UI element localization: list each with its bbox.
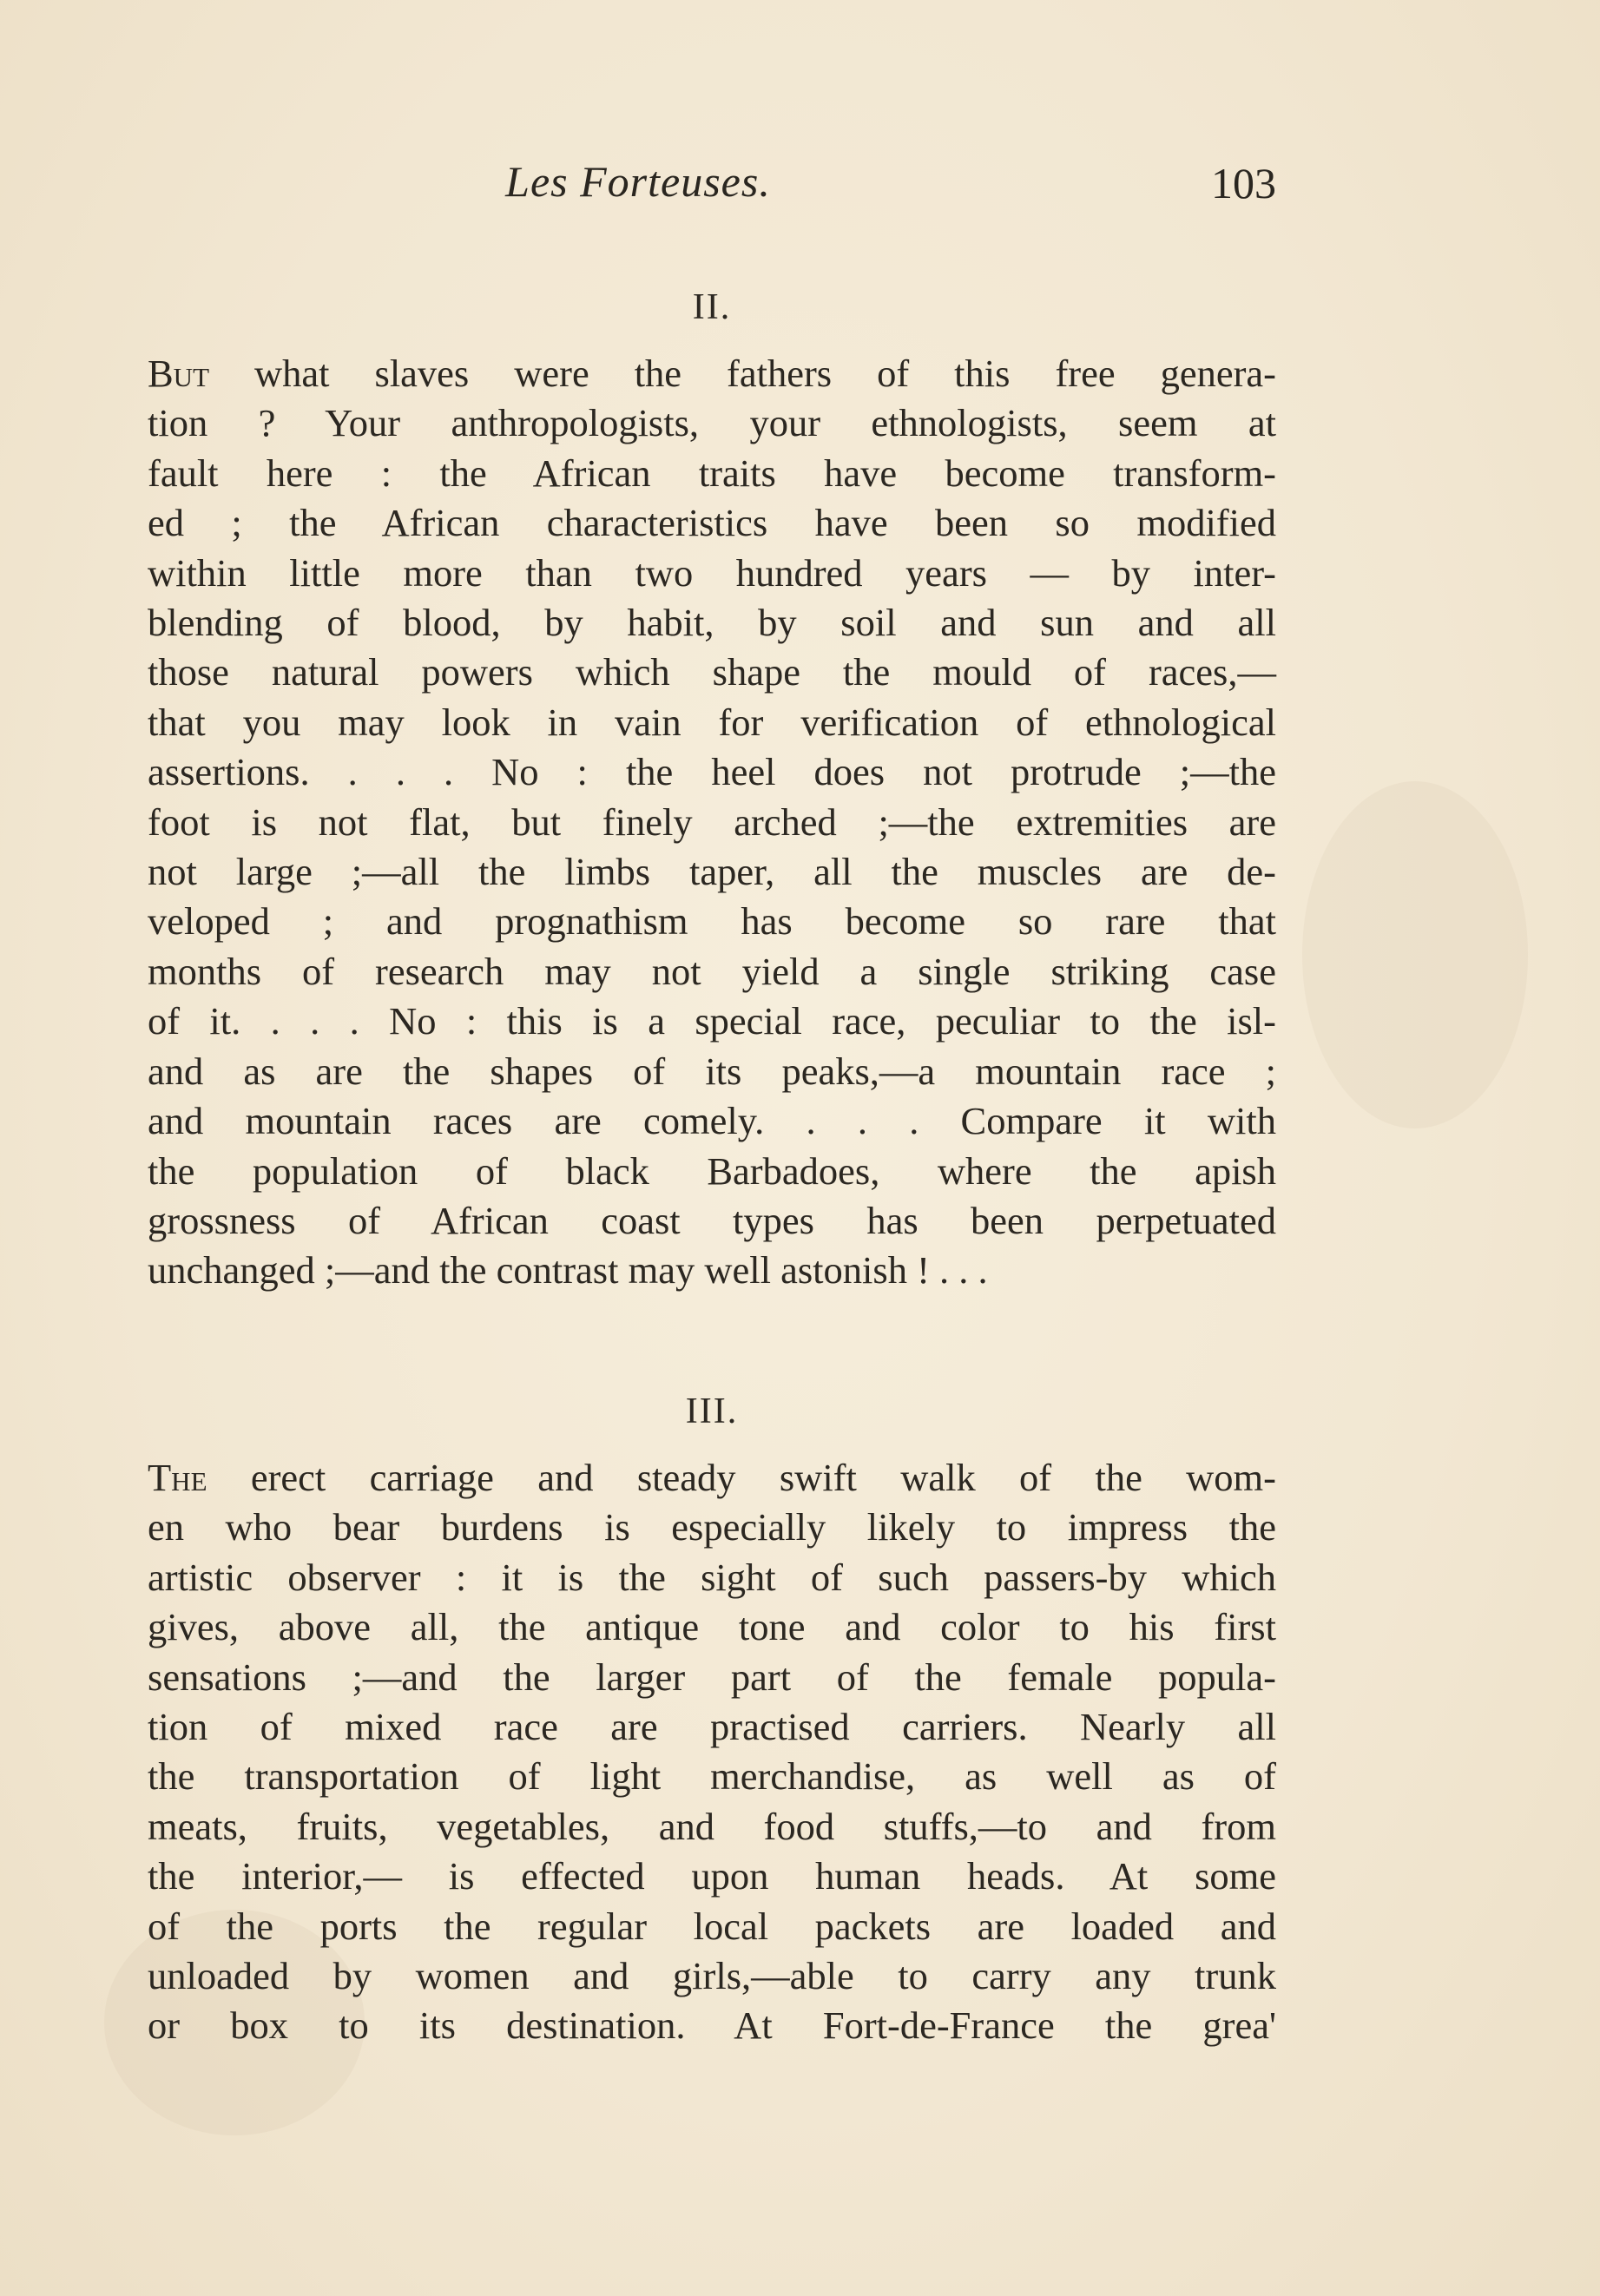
text-line: But what slaves were the fathers of this free genera- [148,352,1276,395]
text-line: the interior,— is effected upon human heads. At some [148,1854,1276,1898]
running-head [148,156,1276,217]
text-line: gives, above all, the antique tone and color to his first [148,1605,1276,1649]
paragraph-section-ii [148,349,1276,1296]
text-line: not large ;—all the limbs taper, all the muscles are de- [148,850,1276,894]
text-line: that you may look in vain for verification of ethnological [148,700,1276,744]
text-line: months of research may not yield a single striking case [148,949,1276,993]
text-line: blending of blood, by habit, by soil and sun and all [148,601,1276,645]
text-line: unchanged ;—and the contrast may well astonish ! . . . [148,1248,988,1293]
text-line: or box to its destination. At Fort-de-France the grea' [148,2003,1276,2048]
running-title: Les Forteuses. [505,157,771,206]
section-heading-iii: III. [685,1391,739,1431]
opening-small-caps: But [148,352,210,395]
text-line: unloaded by women and girls,—able to carry any trunk [148,1954,1276,1998]
text-line: and mountain races are comely. . . . Compare it with [148,1099,1276,1143]
text-line: those natural powers which shape the mould of races,— [148,650,1276,694]
text-line: meats, fruits, vegetables, and food stuffs,—to and from [148,1804,1276,1848]
text-line: The erect carriage and steady swift walk of the wom- [148,1456,1276,1499]
text-line: and as are the shapes of its peaks,—a mountain race ; [148,1049,1276,1093]
text-line: the transportation of light merchandise, as well as of [148,1754,1276,1799]
text-line: tion of mixed race are practised carriers. Nearly all [148,1705,1276,1749]
text-line: ed ; the African characteristics have been so modified [148,501,1276,545]
text-line: tion ? Your anthropologists, your ethnologists, seem at [148,401,1276,445]
page-number: 103 [1211,159,1276,207]
text-line: of the ports the regular local packets are loaded and [148,1904,1276,1948]
text-line: grossness of African coast types has been perpetuated [148,1198,1276,1242]
text-line: fault here : the African traits have become transform- [148,451,1276,495]
text-line: foot is not flat, but finely arched ;—the extremities are [148,799,1276,844]
text-line: artistic observer : it is the sight of such passers-by which [148,1555,1276,1599]
paragraph-section-iii [148,1453,1276,2051]
paper-stain [1302,781,1528,1128]
text-line: assertions. . . . No : the heel does not protrude ;—the [148,750,1276,794]
text-line: veloped ; and prognathism has become so rare that [148,899,1276,944]
opening-small-caps: The [148,1456,207,1499]
text-line: within little more than two hundred years — by inter- [148,550,1276,595]
text-line: sensations ;—and the larger part of the female popula- [148,1655,1276,1699]
text-line: the population of black Barbadoes, where the apish [148,1148,1276,1193]
section-heading-ii: II. [692,287,732,327]
text-line: en who bear burdens is especially likely to impress the [148,1505,1276,1549]
text-line: of it. . . . No : this is a special race, peculiar to the isl- [148,999,1276,1043]
